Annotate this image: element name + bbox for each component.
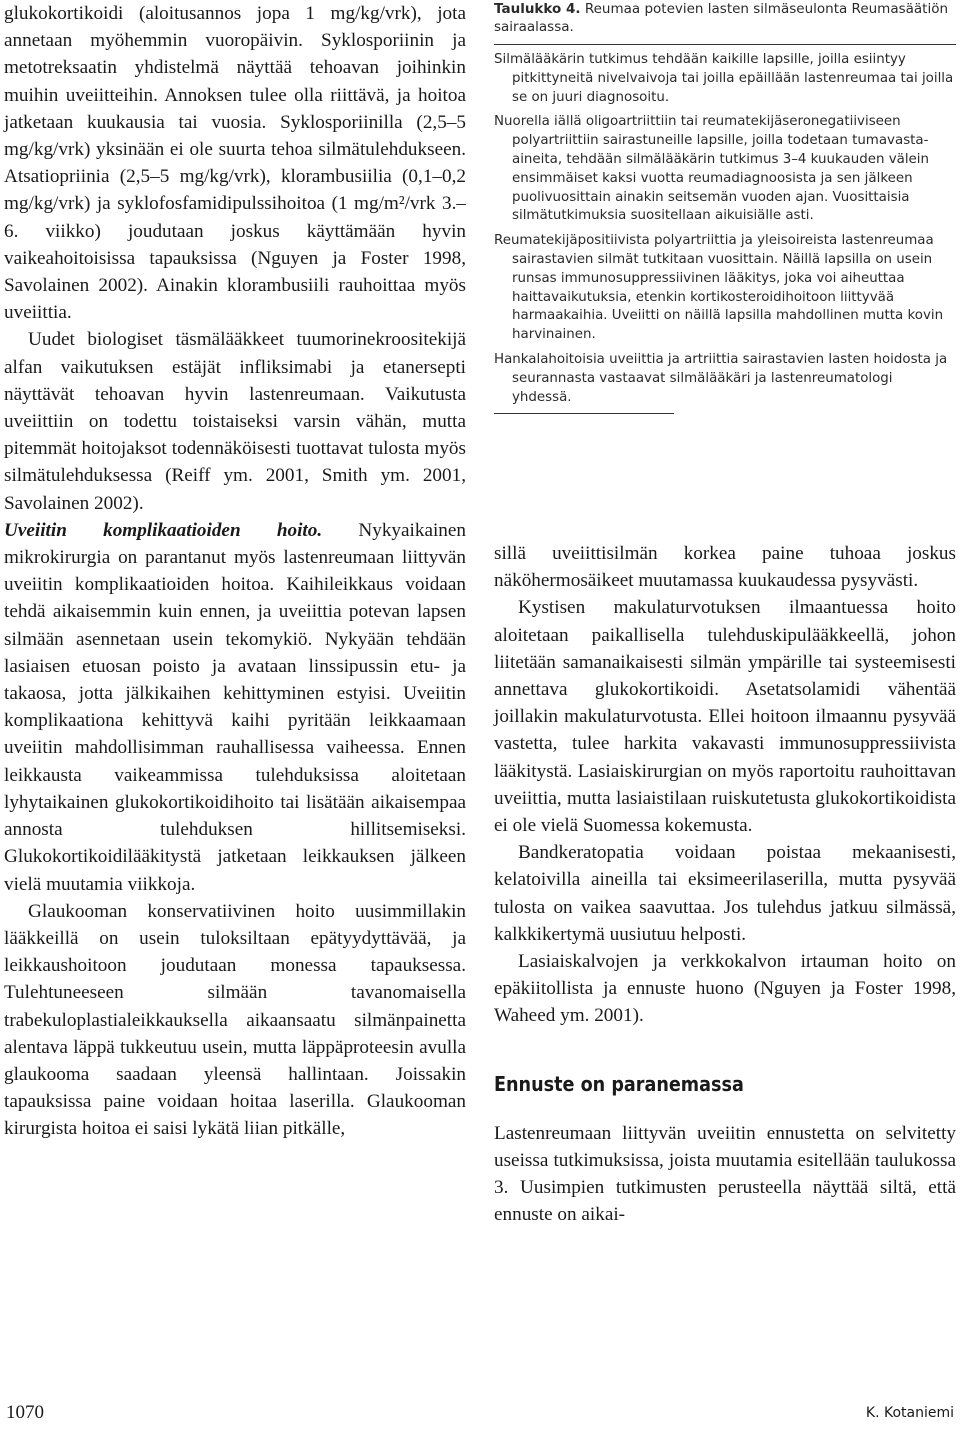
section-heading: Ennuste on paranemassa [494,1071,744,1096]
table-rule [494,413,674,414]
table-row: Reumatekijäpositiivista polyartriittia ja yleisoireista lastenreumaa sairastavien silmät tutkitaan vuosittain. Näillä lapsilla on usein runsas immunosuppressiivinen lääkitys, joka voi aiheuttaa haittavaikutuksia, etenkin kortikosteroidihoitoon liittyvää harmaakaihia. Uveiitti on näillä lapsilla mahdollinen mutta kovin harvinainen. [494,233,944,343]
paragraph: sillä uveiittisilmän korkea paine tuhoaa joskus näköhermosäikeet muutamassa kuukaudessa pysyvästi. [494,543,956,592]
paragraph: Glaukooman konservatiivinen hoito uusimmillakin lääkkeillä on usein tuloksiltaan epätyydyttävää, ja leikkaushoitoon joudutaan monessa tapauksessa. Tulehtuneeseen silmään tavanomaisella trabekuloplastialeikkauksella aikaansaatu silmänpainetta alentava läppä tukkeutuu usein, mutta läppäproteesin avulla glaukooma saadaan yleensä hallintaan. Joissakin tapauksissa paine voidaan hoitaa laserilla. Glaukooman kirurgista hoitoa ei saisi lykätä liian pitkälle, [4,900,466,1140]
left-column [4,0,466,1143]
paragraph [4,517,466,898]
table-row: Nuorella iällä oligoartriittiin tai reumatekijäseronegatiiviseen polyartriittiin sairastuneille lapsille, joilla todetaan tumavasta-aineita, tehdään silmälääkärin tutkimus 3–4 kuukauden välein ensimmäiset kaksi vuotta reumadiagnoosista ja sen jälkeen puolivuosittain ainakin seitsemän vuoden ajan. Vuosittaisia silmätutkimuksia suositellaan aikuisiälle asti. [494,114,929,224]
page-number: 1070 [6,1402,44,1423]
table-rows [494,51,956,407]
paragraph: Bandkeratopatia voidaan poistaa mekaanisesti, kelatoivilla aineilla tai eksimeerilaserilla, mutta pysyvää tulosta on vaikea saavuttaa. Jos tulehdus jatkuu silmässä, kalkkikertymä uusiutuu helposti. [494,842,956,945]
table-rule [494,44,956,45]
table-caption-text: Reumaa potevien lasten silmäseulonta Reumasäätiön sairaalassa. [494,1,949,35]
table-label: Taulukko 4. [494,1,581,17]
run-in-heading: Uveiitin komplikaatioiden hoito. [4,519,323,541]
paragraph: Lasiaiskalvojen ja verkkokalvon irtauman hoito on epäkiitollista ja ennuste huono (Nguyen ja Foster 1998, Waheed ym. 2001). [494,951,956,1027]
paragraph-body: Nykyaikainen mikrokirurgia on parantanut myös lastenreumaan liittyvän uveiitin komplikaatioiden hoitoa. Kaihileikkaus voidaan tehdä aikaisemmin kuin ennen, ja uveiittia potevan lapsen silmään asennetaan usein tekomykiö. Nykyään tehdään lasiaisen etuosan poisto ja avataan linssipussin etu- ja takaosa, jotta jälkikaihen kehittyminen estyisi. Uveiitin komplikaationa kehittyvä kaihi pyritään leikkaamaan uveiitin mahdollisimman rauhallisessa vaiheessa. Ennen leikkausta vaikeammissa tulehduksissa aloitetaan lyhytaikainen glukokortikoidihoito tai lisätään aikaisempaa annosta tulehduksen hillitsemiseksi. Glukokortikoidilääkitystä jatketaan leikkauksen jälkeen vielä muutamia viikkoja. [4,519,466,895]
table-caption [494,0,956,36]
paragraph: Lastenreumaan liittyvän uveiitin ennustetta on selvitetty useissa tutkimuksissa, joista muutamia esitellään taulukossa 3. Uusimpien tutkimusten perusteella näyttää siltä, että ennuste on aikai- [494,1122,956,1226]
paragraph: glukokortikoidi (aloitusannos jopa 1 mg/kg/vrk), jota annetaan myöhemmin vuoropäivin. Syklosporiinin ja metotreksaatin yhdistelmä näyttää tehoavan joihinkin muihin uveiitteihin. Annoksen tulee olla riittävä, ja hoitoa jatketaan kuukausia tai vuosia. Syklosporiinilla (2,5–5 mg/kg/vrk) yksinään ei ole suurta tehoa silmätulehdukseen. Atsatiopriinia (2,5–5 mg/kg/vrk), klorambusiilia (0,1–0,2 mg/kg/vrk) ja syklofosfamidipulssihoitoa (1 mg/m²/vrk 3.–6. viikko) joudutaan joskus käyttämään hyvin vaikeahoitoisissa tapauksissa (Nguyen ja Foster 1998, Savolainen 2002). Ainakin klorambusiili rauhoittaa myös uveiittia. [4,3,466,324]
table-4 [494,0,956,414]
table-row: Silmälääkärin tutkimus tehdään kaikille lapsille, joilla esiintyy pitkittyneitä nivelvaivoja tai joilla epäillään lastenreumaa tai joilla se on juuri diagnosoitu. [494,52,954,105]
running-footer-author: K. Kotaniemi [865,1405,954,1421]
right-column [494,540,956,1228]
paragraph: Uudet biologiset täsmälääkkeet tuumorinekroositekijä alfan vaikutuksen estäjät infliksimabi ja etanersepti näyttävät tehoavan hyvin lastenreumaan. Vaikutusta uveiittiin on todettu toistaiseksi varsin vähän, mutta pitemmät hoitojaksot todennäköisesti tuottavat tulosta myös silmätulehduksessa (Reiff ym. 2001, Smith ym. 2001, Savolainen 2002). [4,329,466,514]
table-row: Hankalahoitoisia uveiittia ja artriittia sairastavien lasten hoidosta ja seurannasta vastaavat silmälääkäri ja lastenreumatologi yhdessä. [494,351,948,405]
paragraph: Kystisen makulaturvotuksen ilmaantuessa hoito aloitetaan paikallisella tulehduskipulääkkeellä, johon liitetään samanaikaisesti silmän ympärille tai systeemisesti annettava glukokortikoidi. Asetatsolamidi vähentää joillakin makulaturvotusta. Ellei hoitoon ilmaannu pysyvää vastetta, tulee harkita vakavasti immunosuppressiivista lääkitystä. Lasiaiskirurgian on myös raportoitu rauhoittavan uveiittia, mutta lasiaistilaan ruiskutetusta glukokortikoidista ei ole vielä Suomessa kokemusta. [494,597,956,837]
